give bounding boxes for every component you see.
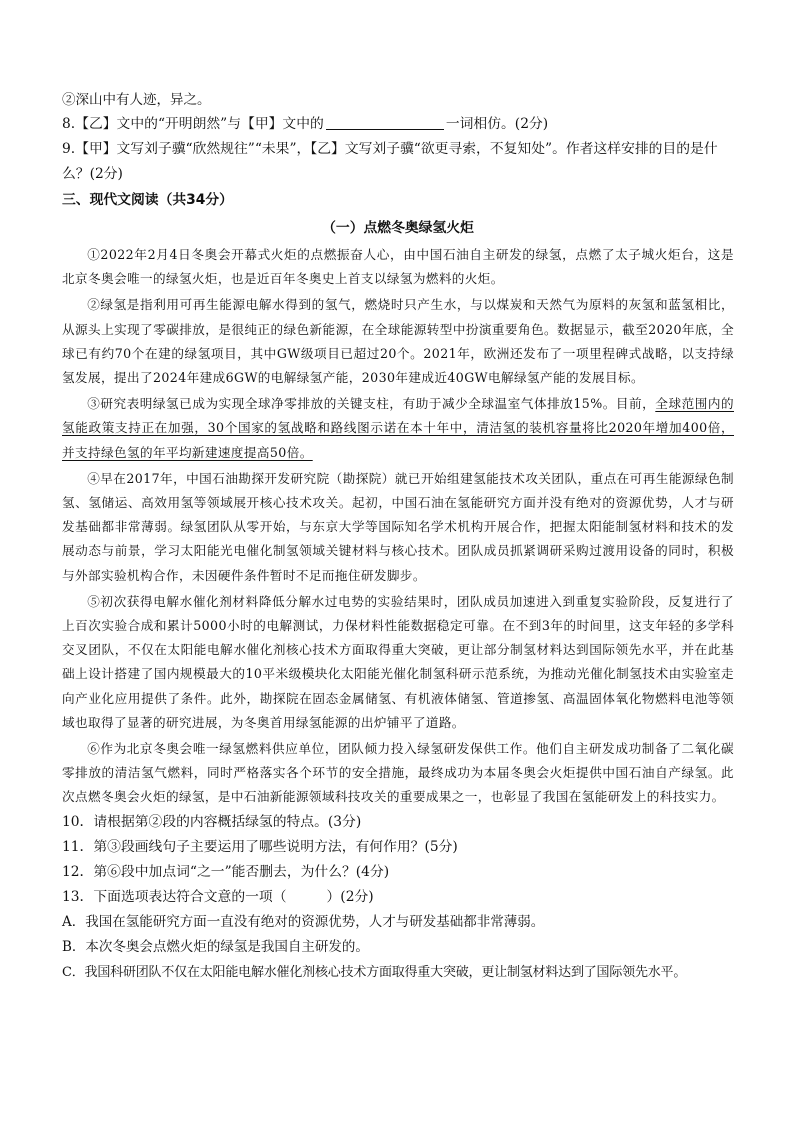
passage-title: （一）点燃冬奥绿氢火炬 <box>322 220 474 236</box>
underlined-sentence: 全球范围内的氢能政策支持正在加强，30个国家的氢战略和路线图示诺在本十年中，清洁氢的装机容量将比2020年增加400倍，并支持绿色氢的年平均新建速度提高50倍。 <box>62 396 734 460</box>
paragraph-3 <box>62 392 734 465</box>
question-11: 11．第③段画线句子主要运用了哪些说明方法，有何作用？(5分) <box>62 838 458 855</box>
option-a: A．我国在氢能研究方面一直没有绝对的资源优势，人才与研发基础都非常薄弱。 <box>62 913 545 930</box>
paragraph-4: ④早在2017年，中国石油勘探开发研究院（勘探院）就已开始组建氢能技术攻关团队，重点在可再生能源绿色制氢、氢储运、高效用氢等领域展开核心技术攻关。起初，中国石油在氢能研究方面并没有绝对的资源优势，人才与研发基础都非常薄弱。绿氢团队从零开始，与东京大学等国际知名学术机构开展合作，把握太阳能制氢材料和技术的发展动态与前景，学习太阳能光电催化制氢领域关键材料与核心技术。团队成员抓紧调研采购过渡用设备的同时，积极与外部实验机构合作，未因硬件条件暂时不足而拖住研发脚步。 <box>62 470 734 583</box>
question-8-text: 8.【乙】文中的“开明朗然”与【甲】文中的 <box>62 116 324 132</box>
question-8 <box>62 112 734 137</box>
question-13 <box>62 885 734 910</box>
paragraph-5: ⑤初次获得电解水催化剂材料降低分解水过电势的实验结果时，团队成员加速进入到重复实验阶段，反复进行了上百次实验合成和累计5000小时的电解测试，力保材料性能数据稳定可靠。在不到3年的时间里，这支年轻的多学科交叉团队，不仅在太阳能电解水催化剂核心技术方面取得重大突破，更让部分制氢材料达到国际领先水平，并在此基础上设计搭建了国内规模最大的10平米级模块化太阳能光催化制氢科研示范系统，为推动光催化制氢技术由实验室走向产业化应用提供了条件。此外，勘探院在固态金属储氢、有机液体储氢、管道掺氢、高温固体氧化物燃料电池等领域也取得了显著的研究进展，为冬奥首用绿氢能源的出炉铺平了道路。 <box>62 593 734 730</box>
option-b: B．本次冬奥会点燃火炬的绿氢是我国自主研发的。 <box>62 938 369 955</box>
exam-page <box>62 88 734 985</box>
answer-blank[interactable] <box>326 115 444 130</box>
section-heading: 三、现代文阅读（共34分） <box>62 192 233 208</box>
question-13-tail: ）(2分) <box>326 888 374 905</box>
item-2: ②深山中有人迹，异之。 <box>62 92 211 108</box>
paragraph-6: ⑥作为北京冬奥会唯一绿氢燃料供应单位，团队倾力投入绿氢研发保供工作。他们自主研发成功制备了二氧化碳零排放的清洁氢气燃料，同时严格落实各个环节的安全措施，最终成功为本届冬奥会火炬提供中国石油自产绿氢。此次点燃冬奥会火炬的绿氢，是中石油新能源领域科技攻关的重要成果之一，也彰显了我国在氢能研发上的科技实力。 <box>62 741 734 805</box>
paragraph-1: ①2022年2月4日冬奥会开幕式火炬的点燃振奋人心，由中国石油自主研发的绿氢，点燃了太子城火炬台，这是北京冬奥会唯一的绿氢火炬，也是近百年冬奥史上首支以绿氢为燃料的火炬。 <box>62 247 734 287</box>
question-12: 12．第⑥段中加点词“之一”能否删去，为什么？(4分) <box>62 863 390 880</box>
paragraph-2: ②绿氢是指利用可再生能源电解水得到的氢气，燃烧时只产生水，与以煤炭和天然气为原料的灰氢和蓝氢相比，从源头上实现了零碳排放，是很纯正的绿色新能源，在全球能源转型中扮演重要角色。数据显示，截至2020年底，全球已有约70个在建的绿氢项目，其中GW级项目已超过20个。2021年，欧洲还发布了一项里程碑式战略，以支持绿氢发展，提出了2024年建成6GW的电解绿氢产能，2030年建成近40GW电解绿氢产能的发展目标。 <box>62 297 734 386</box>
question-8-tail: 一词相仿。(2分) <box>445 116 549 132</box>
question-13-text: 13．下面选项表达符合文意的一项（ <box>62 888 287 905</box>
question-9: 9.【甲】文写刘子骥“欣然规往”“未果”，【乙】文写刘子骥“欲更寻索，不复知处”。作者这样安排的目的是什么？(2分) <box>62 141 718 182</box>
question-10: 10．请根据第②段的内容概括绿氢的特点。(3分) <box>62 813 362 830</box>
option-c: C．我国科研团队不仅在太阳能电解水催化剂核心技术方面取得重大突破，更让制氢材料达到了国际领先水平。 <box>62 964 687 980</box>
paragraph-3-text: ③研究表明绿氢已成为实现全球净零排放的关键支柱，有助于减少全球温室气体排放15%。目前， <box>87 396 656 412</box>
